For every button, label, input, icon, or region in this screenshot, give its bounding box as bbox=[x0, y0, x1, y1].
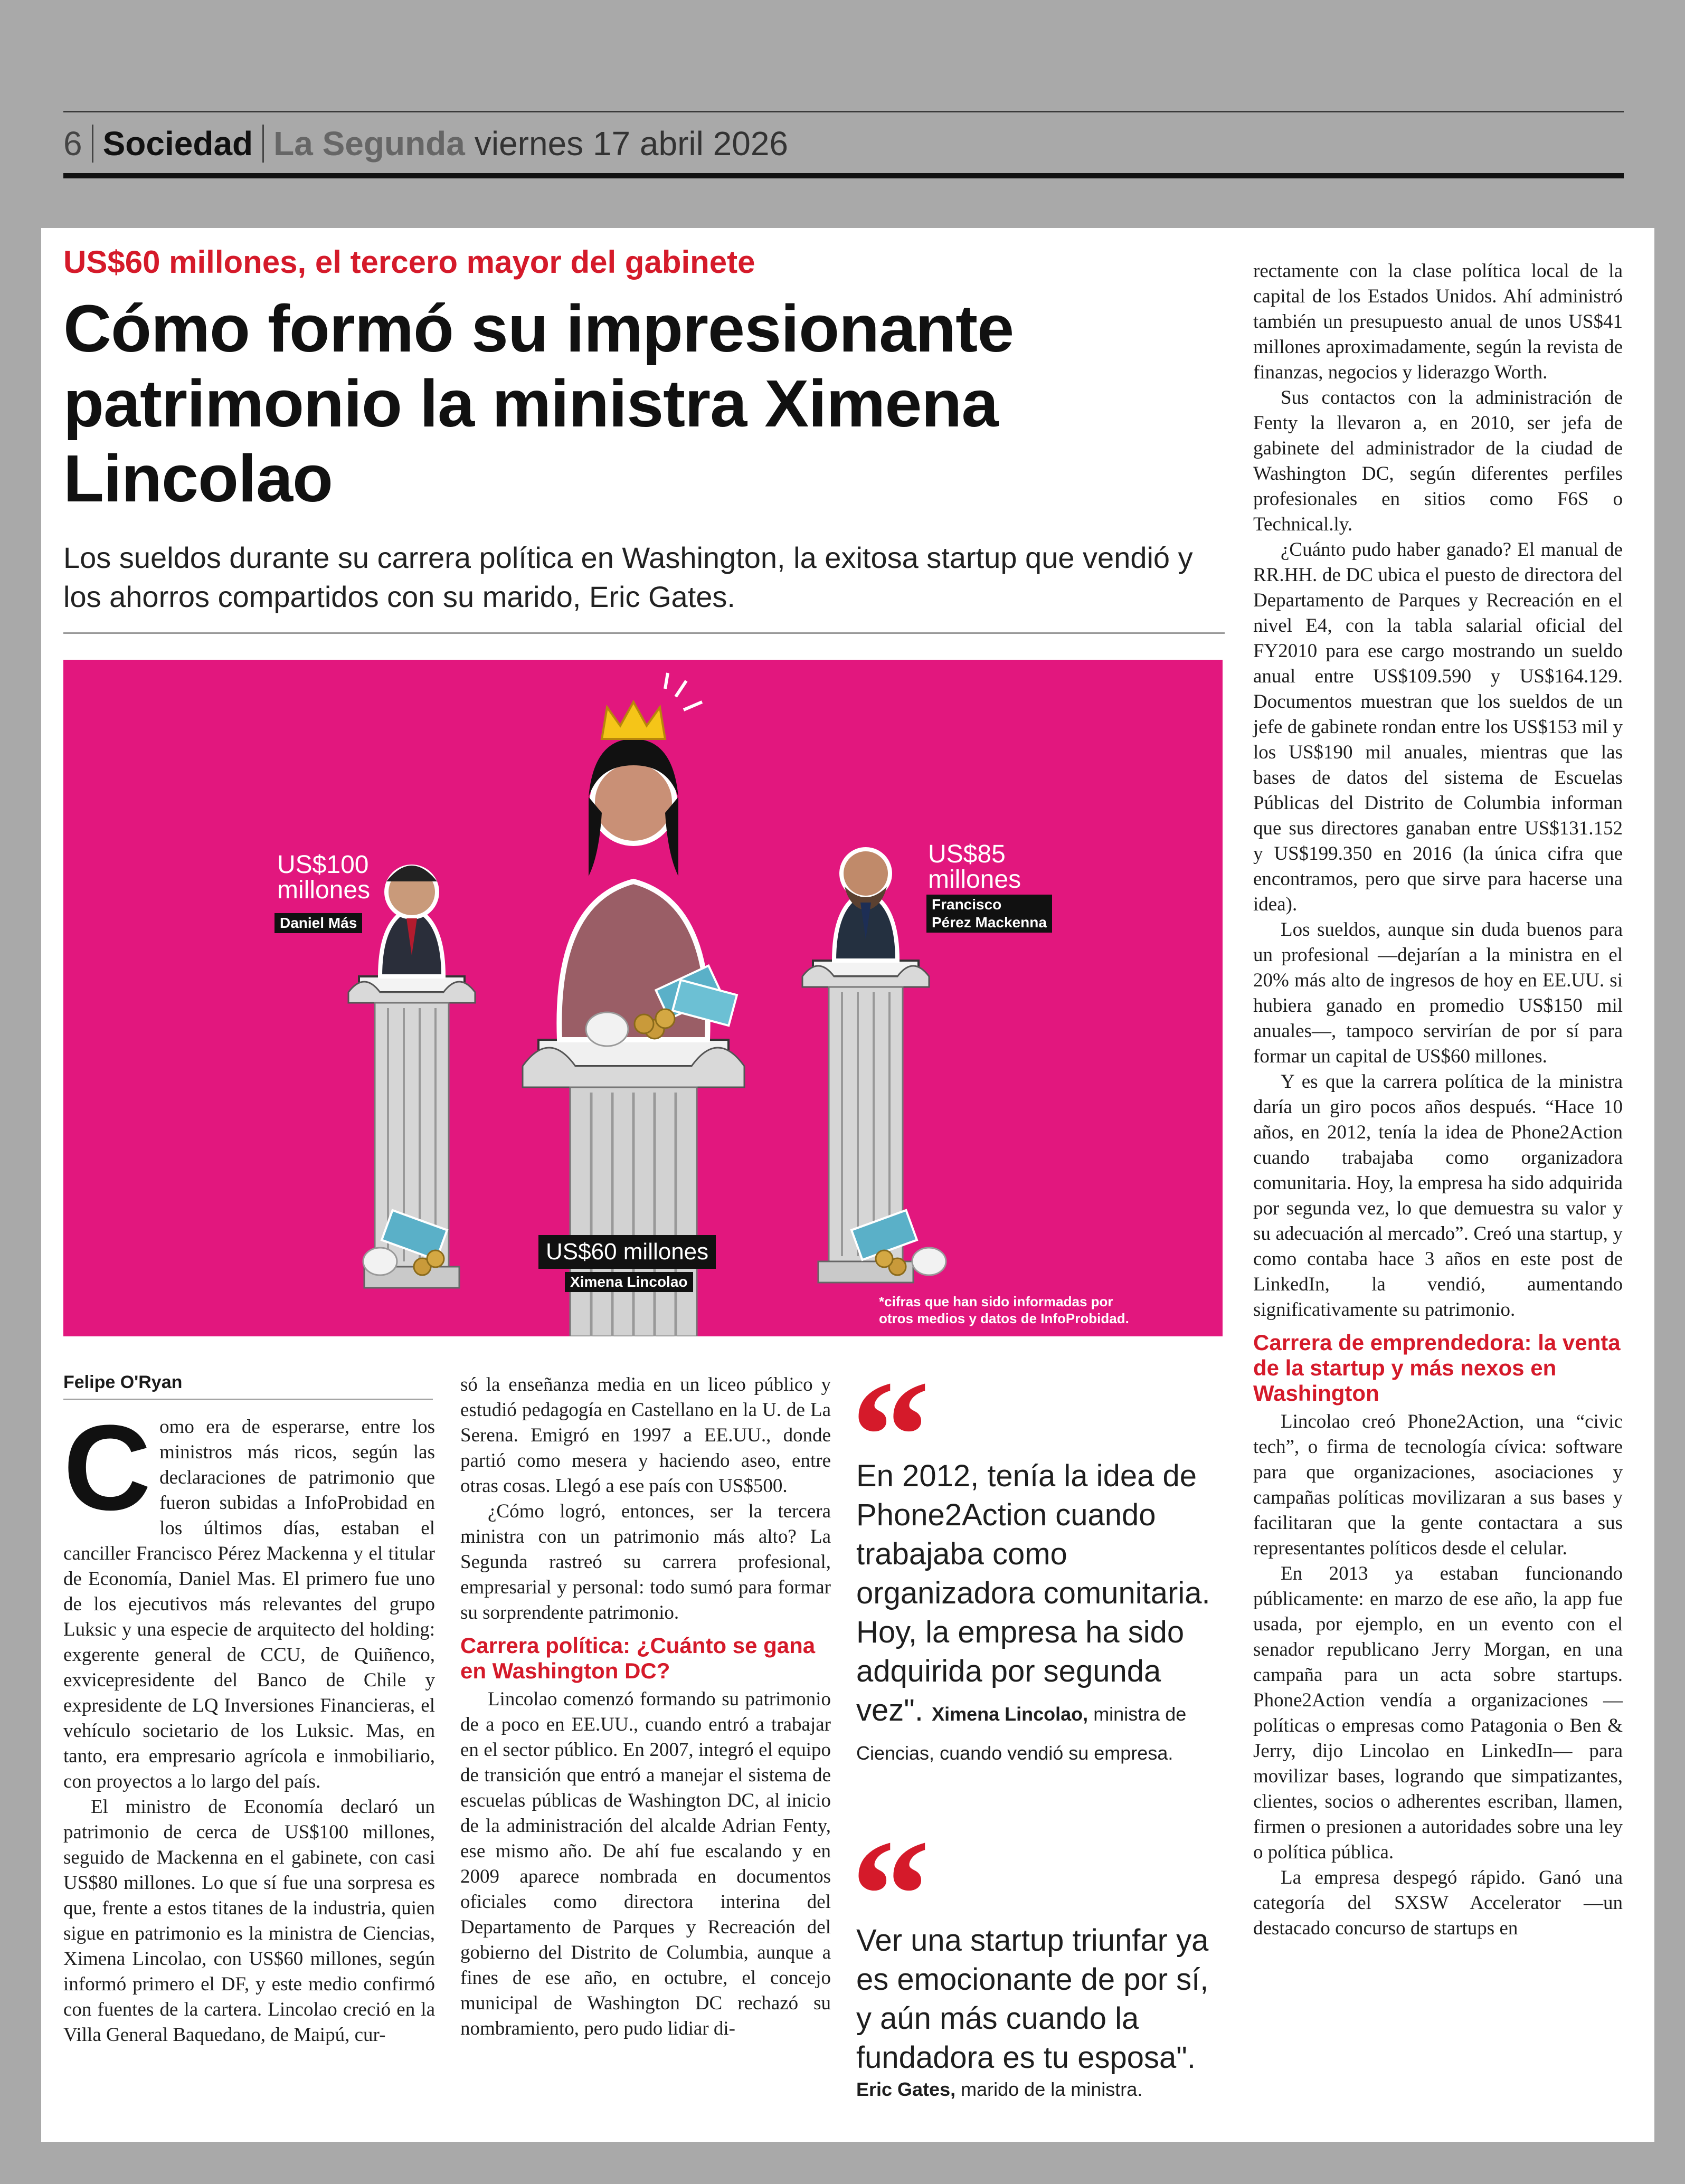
crown-icon bbox=[602, 673, 702, 739]
pull-quote-attribution bbox=[856, 2077, 1226, 2102]
center-amount-label: US$60 millones bbox=[538, 1235, 716, 1269]
column-1 bbox=[63, 1400, 435, 2048]
byline: Felipe O'Ryan bbox=[63, 1372, 183, 1392]
right-amount-label: US$85 millones bbox=[928, 840, 1021, 894]
left-name-label: Daniel Más bbox=[274, 913, 362, 933]
paragraph bbox=[63, 1400, 435, 1794]
center-name-label: Ximena Lincolao bbox=[565, 1272, 693, 1292]
paragraph: rectamente con la clase política local de la capital de los Estados Unidos. Ahí administró también un presupuesto anual de unos US$41 millones aproximadamente, según la revista de finanzas, negocios y liderazgo Worth. bbox=[1253, 260, 1623, 383]
paragraph: Lincolao comenzó formando su patrimonio de a poco en EE.UU., cuando entró a trabajar en el sector público. En 2007, integró el equipo de transición que entró a manejar el sistema de escuelas públicas de Washington DC, al inicio de la administración del alcalde Adrian Fenty, ese mismo año. De ahí fue escalando y en 2009 aparece nombrada en documentos oficiales como directora interina del Departamento de Parques y Recreación del gobierno del Distrito de Columbia, aunque a fines de ese año, en octubre, el concejo municipal de Washington DC rechazó su nombramiento, pero pudo lidiar di- bbox=[460, 1688, 831, 2039]
pull-quote-1 bbox=[856, 1457, 1226, 1769]
quote-author: Eric Gates, bbox=[856, 2078, 956, 2100]
column-2 bbox=[460, 1372, 831, 2041]
page-header bbox=[63, 117, 788, 170]
right-name-line2: Pérez Mackenna bbox=[932, 914, 1047, 930]
section-name: Sociedad bbox=[102, 125, 253, 163]
column-4 bbox=[1253, 259, 1623, 1941]
section-subhead: Carrera política: ¿Cuánto se gana en Washington DC? bbox=[460, 1633, 816, 1683]
illustration-footnote bbox=[879, 1293, 1129, 1327]
header-divider bbox=[262, 125, 264, 163]
paragraph: Lincolao creó Phone2Action, una “civic tech”, o firma de tecnología cívica: software para que organizaciones, asociaciones y campañas políticas movilizaran a sus bases y facilitaran que la gente contactara a sus representantes políticos desde el celular. bbox=[1253, 1411, 1623, 1559]
publication-name: La Segunda bbox=[273, 125, 465, 163]
footnote-line1: *cifras que han sido informadas por bbox=[879, 1294, 1113, 1309]
quote-author: Ximena Lincolao, bbox=[932, 1703, 1088, 1725]
paragraph: ¿Cuánto pudo haber ganado? El manual de RR.HH. de DC ubica el puesto de directora del Departamento de Parques y Recreación en el nivel E4, con la tabla salarial oficial del FY2010 para ese cargo mostrando un sueldo anual entre US$109.590 y US$164.129. Documentos muestran que los sueldos de un jefe de gabinete rondan entre los US$153 mil y los US$190 mil anuales, mientras que las bases de datos del sistema de Escuelas Públicas del Distrito de Columbia informan que sus directores ganaban entre US$131.152 y US$199.350 en 2016 (la única cifra que encontramos, pero que sirve para hacerse una idea). bbox=[1253, 539, 1623, 915]
quote-author-role: ministra de Ciencias, cuando vendió su empresa. bbox=[856, 1703, 1187, 1764]
pull-quote-text: En 2012, tenía la idea de Phone2Action cuando trabajaba como organizadora comunitaria. Hoy, la empresa ha sido adquirida por segunda vez". bbox=[856, 1459, 1210, 1727]
paragraph: Y es que la carrera política de la ministra daría un giro pocos años después. “Hace 10 años, en 2012, tenía la idea de Phone2Action cuando trabajaba como organizadora comunitaria. Hoy, la empresa ha sido adquirida por segunda vez, lo que demuestra su valor y su adecuación al mercado”. Creó una startup, y como contaba hace 3 años en este post de LinkedIn, la vendió, aumentando significativamente su patrimonio. bbox=[1253, 1071, 1623, 1321]
quote-mark-icon: “ bbox=[851, 1348, 930, 1523]
article-kicker: US$60 millones, el tercero mayor del gabinete bbox=[63, 244, 755, 280]
paragraph: Sus contactos con la administración de Fenty la llevaron a, en 2010, ser jefa de gabinete del administrador de la ciudad de Washington DC, según diferentes perfiles profesionales en sitios como F6S o Technical.ly. bbox=[1253, 387, 1623, 535]
paragraph: El ministro de Economía declaró un patrimonio de cerca de US$100 millones, seguido de Mackenna en el gabinete, con casi US$80 millones. Lo que sí fue una sorpresa es que, frente a estos titanes de la industria, quien sigue en patrimonio es la ministra de Ciencias, Ximena Lincolao, con US$60 millones, según informó primero el DF, y este medio confirmó con fuentes de la cartera. Lincolao creció en la Villa General Baquedano, de Maipú, cur- bbox=[63, 1796, 435, 2046]
pull-quote-text: Ver una startup triunfar ya es emocionante de por sí, y aún más cuando la fundadora es tu esposa". bbox=[856, 1923, 1209, 2075]
left-amount-label: US$100 millones bbox=[277, 851, 371, 904]
article-headline: Cómo formó su impresionante patrimonio la ministra Ximena Lincolao bbox=[63, 291, 1014, 516]
paragraph: Los sueldos, aunque sin duda buenos para un profesional —dejarían a la ministra en el 20% más alto de ingresos de hoy en EE.UU. si hubiera ganado en promedio US$150 mil anuales—, tampoco servirían de por sí para formar un capital de US$60 millones. bbox=[1253, 919, 1623, 1067]
deck-divider bbox=[63, 632, 1225, 634]
dropcap: C bbox=[63, 1400, 152, 1535]
quote-author-role: marido de la ministra. bbox=[961, 2078, 1143, 2100]
article-illustration bbox=[63, 660, 1223, 1336]
article-deck: Los sueldos durante su carrera política en Washington, la exitosa startup que vendió y los ahorros compartidos con su marido, Eric Gates. bbox=[63, 541, 1193, 613]
footnote-line2: otros medios y datos de InfoProbidad. bbox=[879, 1311, 1129, 1326]
paragraph: ¿Cómo logró, entonces, ser la tercera ministra con un patrimonio más alto? La Segunda rastreó su carrera profesional, empresarial y personal: todo sumó para formar su sorprendente patrimonio. bbox=[460, 1501, 831, 1623]
header-rule-bottom bbox=[63, 173, 1624, 178]
header-rule-top bbox=[63, 111, 1624, 112]
paragraph-text: omo era de esperarse, entre los ministros más ricos, según las declaraciones de patrimonio que fueron subidas a InfoProbidad en los últimos días, estaban el canciller Francisco Pérez Mackenna y el titular de Economía, Daniel Mas. El primero fue uno de los ejecutivos más relevantes del grupo Luksic y una especie de arquitecto del holding: exgerente general de CCU, de Quiñenco, exvicepresidente del Banco de Chile y expresidente de LQ Inversiones Financieras, el vehículo societario de los Luksic. Mas, en tanto, era empresario agrícola e inmobiliario, con proyectos a lo largo del país. bbox=[63, 1416, 435, 1792]
pull-quote-2 bbox=[856, 1921, 1226, 2102]
right-name-line1: Francisco bbox=[932, 896, 1002, 913]
header-divider bbox=[92, 125, 93, 163]
right-name-label bbox=[926, 895, 1052, 933]
paragraph: En 2013 ya estaban funcionando públicamente: en marzo de ese año, la app fue usada, por ejemplo, en un evento con el senador republicano Jerry Morgan, en una campaña para un acta sobre startups. Phone2Action vendía a organizaciones —políticas o empresas como Patagonia o Ben & Jerry, dijo Lincolao en LinkedIn— para movilizar bases, logrando que simpatizantes, clientes, socios o adherentes escriban, llamen, firmen o presionen a autoridades sobre una ley o política pública. bbox=[1253, 1563, 1623, 1863]
left-figure bbox=[380, 866, 443, 976]
right-figure bbox=[834, 849, 897, 961]
issue-date: viernes 17 abril 2026 bbox=[474, 125, 788, 163]
page-number: 6 bbox=[63, 125, 82, 163]
section-subhead: Carrera de emprendedora: la venta de la startup y más nexos en Washington bbox=[1253, 1330, 1621, 1406]
quote-mark-icon: “ bbox=[851, 1807, 930, 1982]
paragraph: só la enseñanza media en un liceo público y estudió pedagogía en Castellano en la U. de La Serena. Emigró en 1997 a EE.UU., donde partió como mesera y haciendo aseo, entre otras cosas. Llegó a ese país con US$500. bbox=[460, 1374, 831, 1497]
paragraph: La empresa despegó rápido. Ganó una categoría del SXSW Accelerator —un destacado concurso de startups en bbox=[1253, 1867, 1623, 1939]
